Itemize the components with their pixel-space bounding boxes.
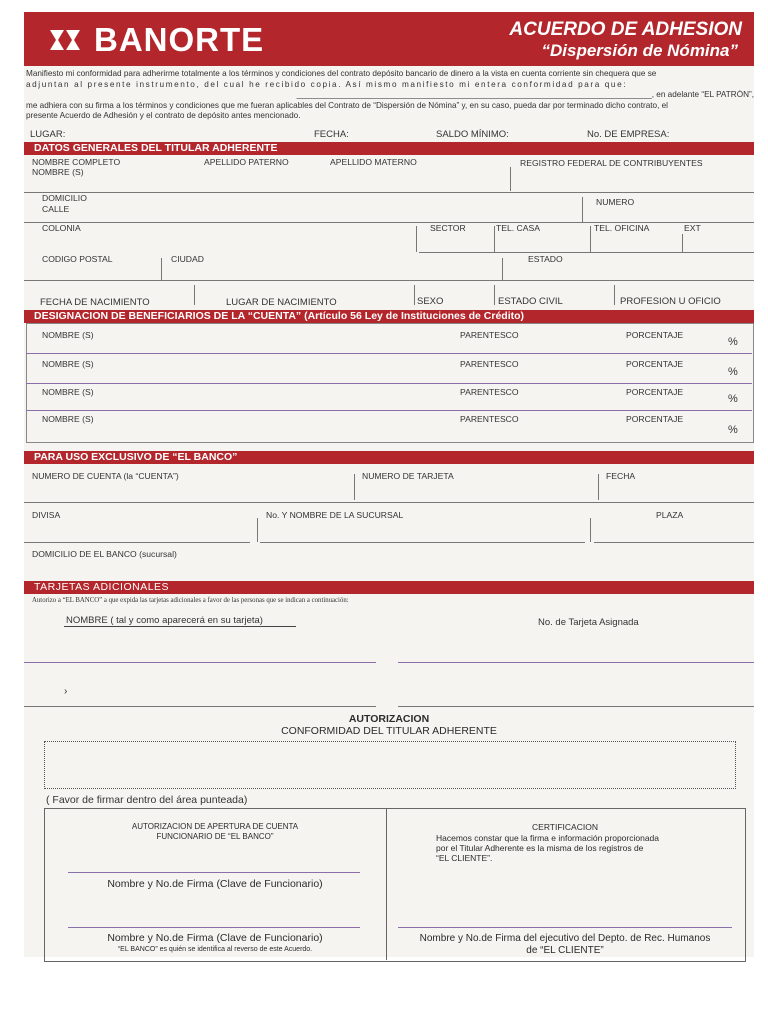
percent-sign: %: [728, 393, 738, 405]
divider: [682, 234, 683, 252]
divider: [494, 226, 495, 252]
banco-fecha-label: FECHA: [606, 471, 636, 481]
numero-cuenta-label: NUMERO DE CUENTA (la “CUENTA”): [32, 471, 179, 481]
beneficiario-parentesco-label: PARENTESCO: [460, 359, 519, 369]
divider: [614, 285, 615, 305]
row-divider: [419, 252, 754, 253]
certificacion-line: por el Titular Adherente es la misma de los registros de: [436, 843, 644, 853]
beneficiario-nombre-label: NOMBRE (S): [42, 414, 94, 424]
beneficiario-porcentaje-label: PORCENTAJE: [626, 414, 684, 424]
tarjeta-line: [24, 706, 376, 707]
ext-label: EXT: [684, 223, 701, 233]
section-bar-datos: DATOS GENERALES DEL TITULAR ADHERENTE: [24, 142, 754, 155]
left-title-line: FUNCIONARIO DE “EL BANCO”: [156, 832, 274, 841]
autorizacion-title: AUTORIZACION: [348, 713, 430, 725]
beneficiario-parentesco-label: PARENTESCO: [460, 330, 519, 340]
signature-line: [68, 927, 360, 928]
conformidad-title: CONFORMIDAD DEL TITULAR ADHERENTE: [281, 725, 497, 737]
divider: [194, 285, 195, 305]
row-divider: [24, 192, 754, 193]
row-divider: [24, 542, 250, 543]
row-divider: [24, 502, 754, 503]
right-signature-line: de “EL CLIENTE”: [526, 945, 604, 956]
form-header: [24, 12, 754, 66]
intro-line: ______________________________________________________________________________, en adelante “EL PATRÓN”,: [296, 90, 754, 99]
sector-label: SECTOR: [430, 223, 466, 233]
beneficiario-nombre-label: NOMBRE (S): [42, 359, 94, 369]
estado-label: ESTADO: [528, 254, 563, 264]
tel-oficina-label: TEL. OFICINA: [594, 223, 650, 233]
underline: [64, 626, 296, 627]
nombre-completo-label: NOMBRE COMPLETO: [32, 157, 121, 167]
rfc-label: REGISTRO FEDERAL DE CONTRIBUYENTES: [520, 158, 703, 168]
certificacion-line: Hacemos constar que la firma e información proporcionada: [436, 833, 660, 843]
signature-line: [68, 872, 360, 873]
nombres-label: NOMBRE (S): [32, 167, 84, 177]
codigo-postal-label: CODIGO POSTAL: [42, 254, 113, 264]
domicilio-label: DOMICILIO: [42, 193, 87, 203]
intro-line: me adhiera con su firma a los términos y condiciones que me fueran aplicables del Contrato de “Dispersión de Nómina” y, en su caso, pueda dar por terminado dicho contrato, el: [26, 100, 668, 110]
calle-label: CALLE: [42, 204, 70, 214]
signature-line: [398, 927, 732, 928]
beneficiario-porcentaje-label: PORCENTAJE: [626, 387, 684, 397]
intro-text: [26, 69, 754, 122]
certificacion-line: “EL CLIENTE”.: [436, 853, 493, 863]
banorte-logo: [44, 22, 314, 58]
apellido-materno-label: APELLIDO MATERNO: [330, 157, 417, 167]
intro-line: adjuntan al presente instrumento, del cual he recibido copia. Así mismo manifiesto mi entera conformidad para que:: [26, 79, 628, 89]
fecha-label: FECHA:: [314, 129, 349, 140]
apellido-paterno-label: APELLIDO PATERNO: [204, 157, 289, 167]
certificacion-text: [436, 833, 736, 863]
plaza-label: PLAZA: [656, 510, 684, 520]
fecha-nacimiento-label: FECHA DE NACIMIENTO: [40, 297, 150, 308]
tarjeta-line: [398, 662, 754, 663]
divider: [510, 167, 511, 191]
divider: [598, 474, 599, 500]
left-signature-label: Nombre y No.de Firma (Clave de Funcionario): [107, 878, 323, 890]
sexo-label: SEXO: [417, 296, 444, 307]
tel-casa-label: TEL. CASA: [496, 223, 540, 233]
left-title: [44, 822, 386, 842]
right-signature-label: [386, 933, 744, 957]
row-divider: [26, 353, 752, 354]
beneficiario-nombre-label: NOMBRE (S): [42, 387, 94, 397]
row-divider: [24, 280, 754, 281]
divisa-label: DIVISA: [32, 510, 61, 520]
section-bar-banco: PARA USO EXCLUSIVO DE “EL BANCO”: [24, 451, 754, 464]
beneficiario-parentesco-label: PARENTESCO: [460, 387, 519, 397]
section-bar-tarjetas: TARJETAS ADICIONALES: [24, 581, 754, 594]
divider: [354, 474, 355, 500]
divider: [590, 226, 591, 252]
banorte-logo-icon: [44, 26, 86, 54]
banco-note: “EL BANCO” es quién se identifica al reverso de este Acuerdo.: [117, 946, 313, 953]
beneficiario-porcentaje-label: PORCENTAJE: [626, 330, 684, 340]
divider: [416, 226, 417, 252]
numero-tarjeta-label: NUMERO DE TARJETA: [362, 471, 454, 481]
certificacion-title: CERTIFICACION: [532, 822, 598, 832]
divider: [257, 518, 258, 542]
saldo-minimo-label: SALDO MÍNIMO:: [436, 129, 509, 140]
colonia-label: COLONIA: [42, 223, 81, 233]
signature-area[interactable]: [44, 741, 736, 789]
row-divider: [260, 542, 585, 543]
profesion-label: PROFESION U OFICIO: [620, 296, 721, 307]
row-divider: [594, 542, 754, 543]
divider: [494, 285, 495, 305]
lugar-nacimiento-label: LUGAR DE NACIMIENTO: [226, 297, 337, 308]
firmar-instruction: ( Favor de firmar dentro del área punteada): [46, 794, 248, 806]
divider: [590, 518, 591, 542]
beneficiario-nombre-label: NOMBRE (S): [42, 330, 94, 340]
divider: [414, 285, 415, 305]
tarjeta-line: [398, 706, 754, 707]
domicilio-banco-label: DOMICILIO DE EL BANCO (sucursal): [32, 549, 177, 559]
form-subtitle: “Dispersión de Nómina”: [541, 41, 738, 60]
form-page: [24, 12, 754, 957]
beneficiario-porcentaje-label: PORCENTAJE: [626, 359, 684, 369]
mark: ›: [64, 686, 68, 697]
intro-line: Manifiesto mi conformidad para adherirme totalmente a los términos y condiciones del contrato depósito bancario de dinero a la vista en cuenta corriente sin chequera que se: [26, 69, 657, 78]
sucursal-label: No. Y NOMBRE DE LA SUCURSAL: [266, 510, 404, 520]
percent-sign: %: [728, 336, 738, 348]
tarjeta-line: [24, 662, 376, 663]
section-bar-beneficiarios: DESIGNACION DE BENEFICIARIOS DE LA “CUENTA” (Artículo 56 Ley de Instituciones de Crédito): [24, 310, 754, 323]
left-signature-label: Nombre y No.de Firma (Clave de Funcionario): [107, 932, 323, 944]
beneficiario-parentesco-label: PARENTESCO: [460, 414, 519, 424]
divider: [502, 258, 503, 280]
left-title-line: AUTORIZACION DE APERTURA DE CUENTA: [131, 822, 299, 831]
numero-empresa-label: No. DE EMPRESA:: [587, 129, 670, 140]
no-tarjeta-asignada-label: No. de Tarjeta Asignada: [538, 617, 639, 628]
divider: [582, 197, 583, 222]
form-title: ACUERDO DE ADHESION: [509, 19, 742, 40]
intro-line: presente Acuerdo de Adhesión y el contrato de depósito antes mencionado.: [26, 111, 301, 120]
lugar-label: LUGAR:: [30, 129, 66, 140]
brand-name: BANORTE: [94, 21, 265, 58]
ciudad-label: CIUDAD: [171, 254, 204, 264]
row-divider: [26, 383, 752, 384]
divider: [161, 258, 162, 280]
estado-civil-label: ESTADO CIVIL: [498, 296, 563, 307]
row-divider: [26, 410, 752, 411]
autorizo-text: Autorizo a “EL BANCO” a que expida las tarjetas adicionales a favor de las personas que se indican a continuación:: [32, 597, 349, 604]
percent-sign: %: [728, 424, 738, 436]
percent-sign: %: [728, 366, 738, 378]
nombre-tarjeta-label: NOMBRE ( tal y como aparecerá en su tarjeta): [66, 615, 263, 626]
numero-label: NUMERO: [596, 197, 635, 207]
right-signature-line: Nombre y No.de Firma del ejecutivo del Depto. de Rec. Humanos: [419, 933, 711, 944]
